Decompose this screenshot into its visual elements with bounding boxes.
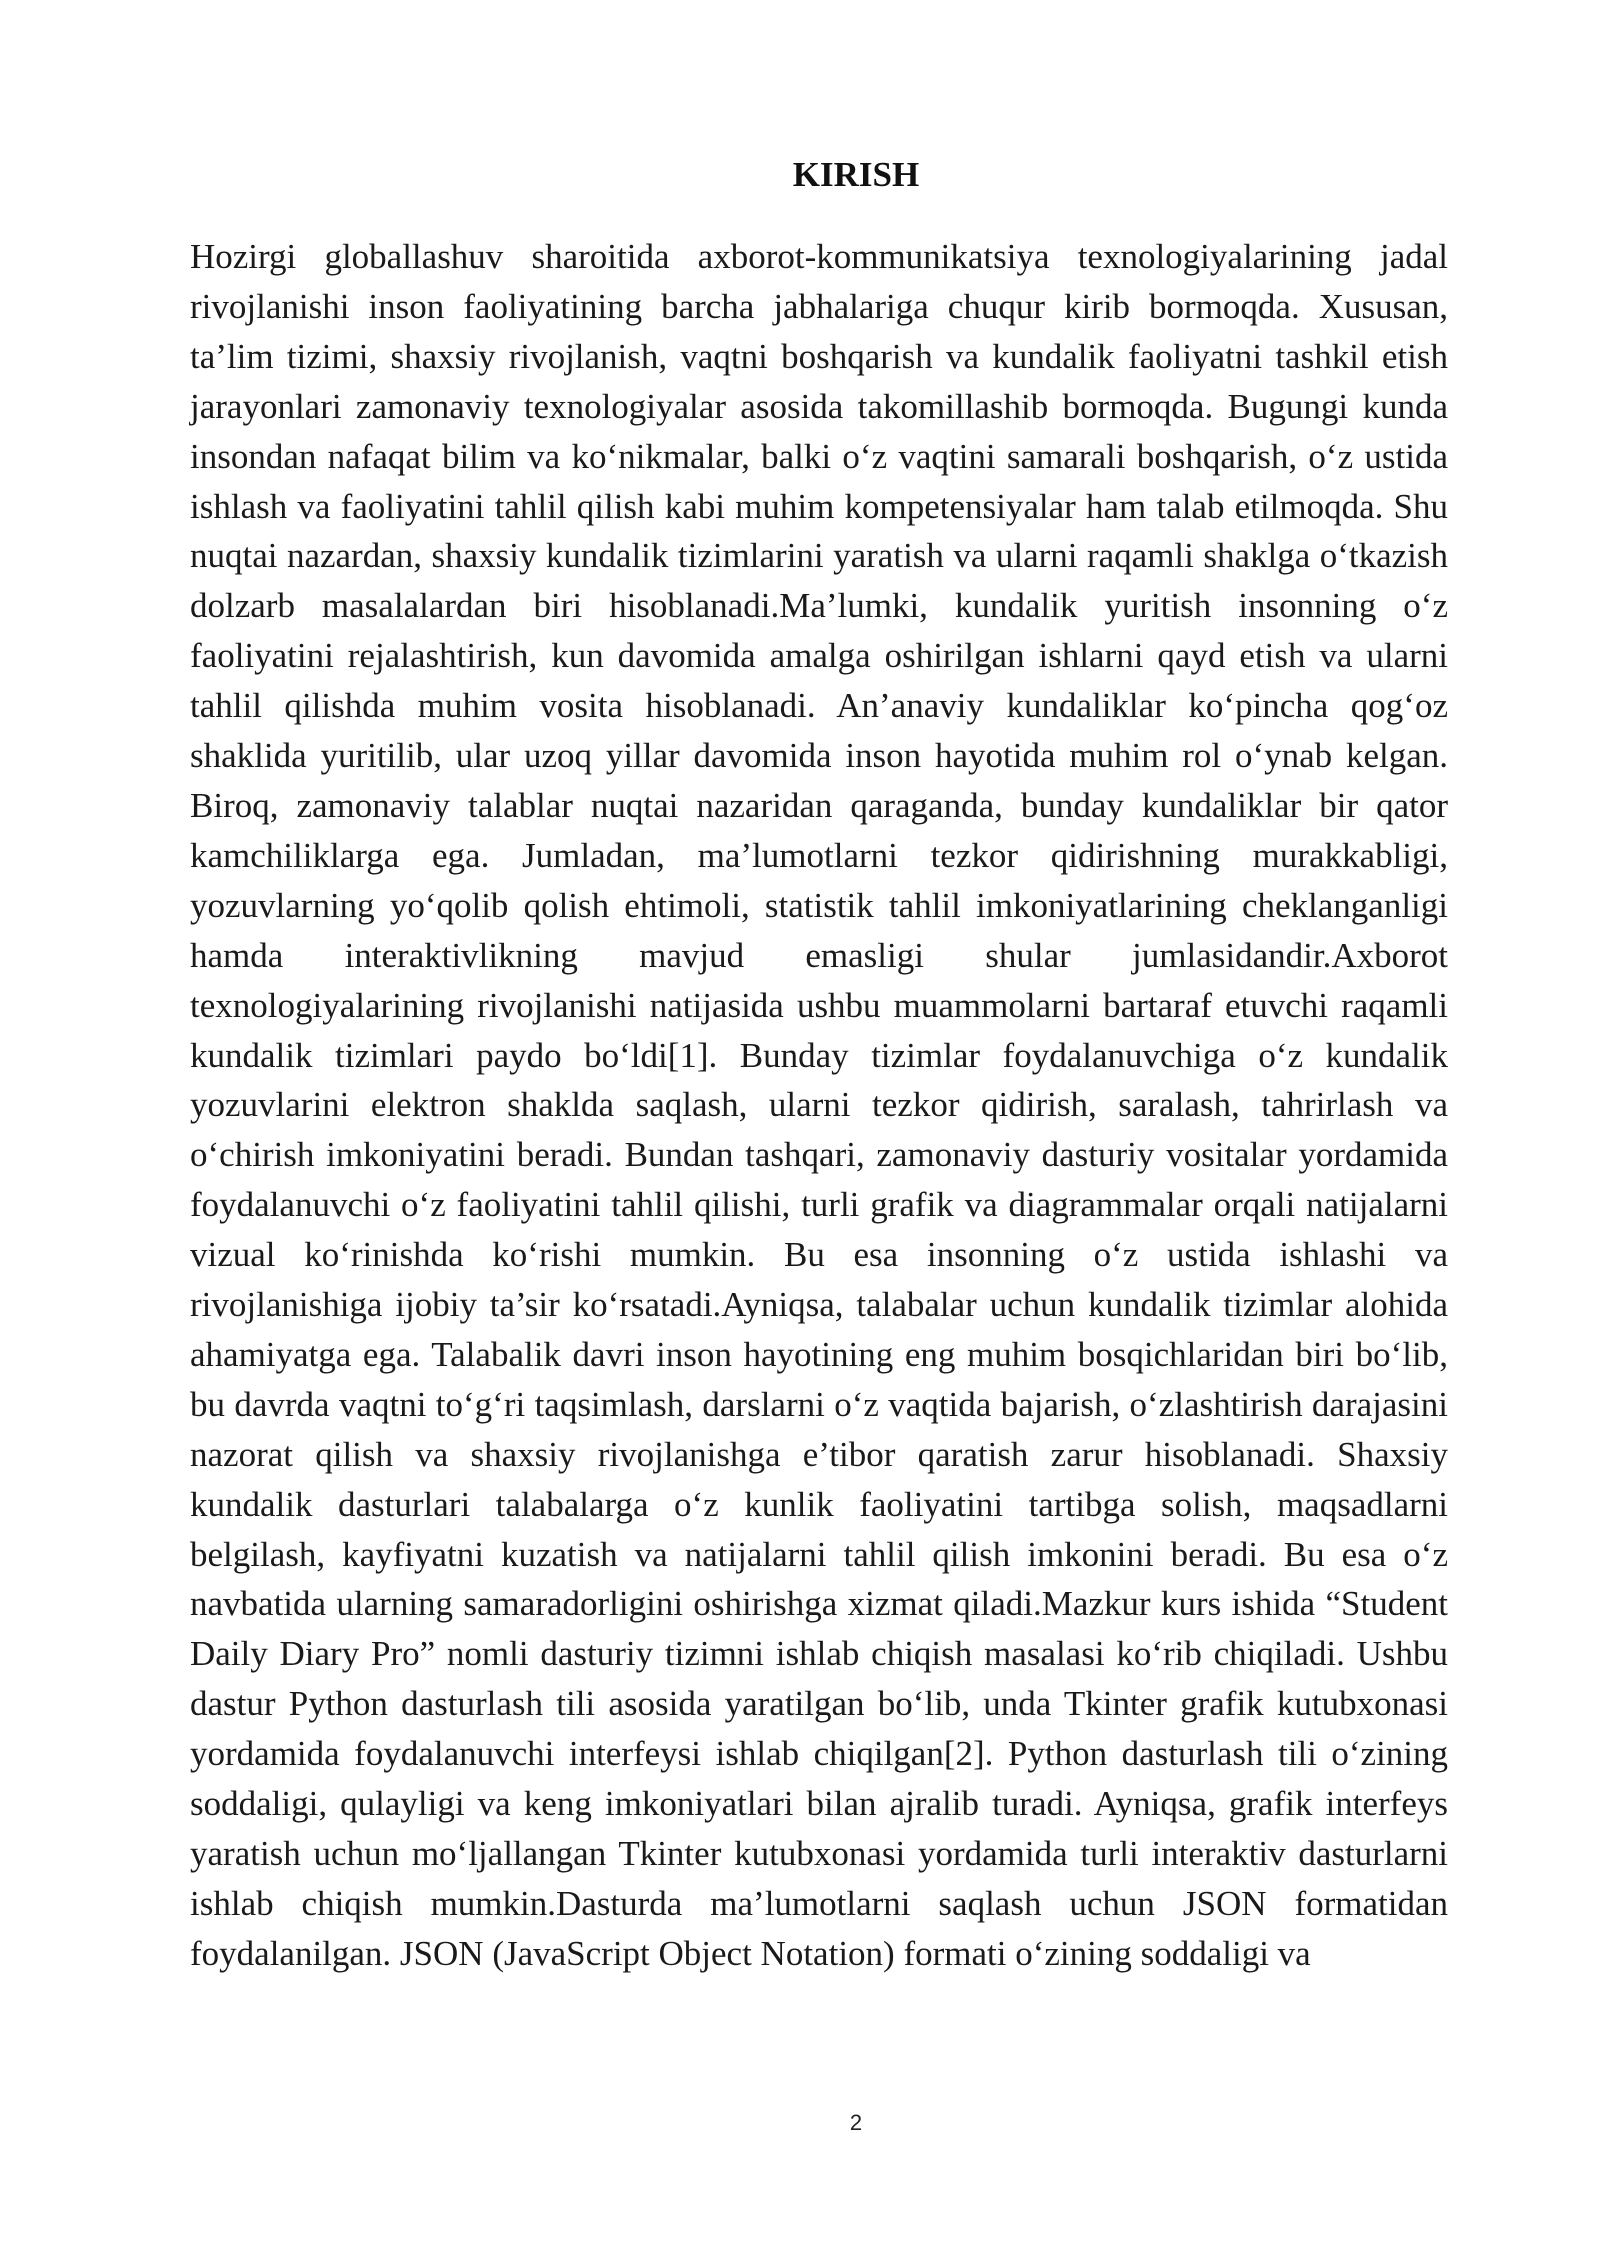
section-heading: KIRISH (792, 155, 920, 194)
body-paragraph: Hozirgi globallashuv sharoitida axborot-kommunikatsiya texnologiyalarining jadal rivojlanishi inson faoliyatining barcha jabhalariga chuqur kirib bormoqda. Xususan, ta’lim tizimi, shaxsiy rivojlanish, vaqtni boshqarish va kundalik faoliyatni tashkil etish jarayonlari zamonaviy texnologiyalar asosida takomillashib bormoqda. Bugungi kunda insondan nafaqat bilim va koʻnikmalar, balki oʻz vaqtini samarali boshqarish, oʻz ustida ishlash va faoliyatini tahlil qilish kabi muhim kompetensiyalar ham talab etilmoqda. Shu nuqtai nazardan, shaxsiy kundalik tizimlarini yaratish va ularni raqamli shaklga oʻtkazish dolzarb masalalardan biri hisoblanadi.Ma’lumki, kundalik yuritish insonning oʻz faoliyatini rejalashtirish, kun davomida amalga oshirilgan ishlarni qayd etish va ularni tahlil qilishda muhim vosita hisoblanadi. An’anaviy kundaliklar koʻpincha qogʻoz shaklida yuritilib, ular uzoq yillar davomida inson hayotida muhim rol oʻynab kelgan. Biroq, zamonaviy talablar nuqtai nazaridan qaraganda, bunday kundaliklar bir qator kamchiliklarga ega. Jumladan, ma’lumotlarni tezkor qidirishning murakkabligi, yozuvlarning yoʻqolib qolish ehtimoli, statistik tahlil imkoniyatlarining cheklanganligi hamda interaktivlikning mavjud emasligi shular jumlasidandir.Axborot texnologiyalarining rivojlanishi natijasida ushbu muammolarni bartaraf etuvchi raqamli kundalik tizimlari paydo boʻldi[1]. Bunday tizimlar foydalanuvchiga oʻz kundalik yozuvlarini elektron shaklda saqlash, ularni tezkor qidirish, saralash, tahrirlash va oʻchirish imkoniyatini beradi. Bundan tashqari, zamonaviy dasturiy vositalar yordamida foydalanuvchi oʻz faoliyatini tahlil qilishi, turli grafik va diagrammalar orqali natijalarni vizual koʻrinishda koʻrishi mumkin. Bu esa insonning oʻz ustida ishlashi va rivojlanishiga ijobiy ta’sir koʻrsatadi.Ayniqsa, talabalar uchun kundalik tizimlar alohida ahamiyatga ega. Talabalik davri inson hayotining eng muhim bosqichlaridan biri boʻlib, bu davrda vaqtni toʻgʻri taqsimlash, darslarni oʻz vaqtida bajarish, oʻzlashtirish darajasini nazorat qilish va shaxsiy rivojlanishga e’tibor qaratish zarur hisoblanadi. Shaxsiy kundalik dasturlari talabalarga oʻz kunlik faoliyatini tartibga solish, maqsadlarni belgilash, kayfiyatni kuzatish va natijalarni tahlil qilish imkonini beradi. Bu esa oʻz navbatida ularning samaradorligini oshirishga xizmat qiladi.Mazkur kurs ishida “Student Daily Diary Pro” nomli dasturiy tizimni ishlab chiqish masalasi koʻrib chiqiladi. Ushbu dastur Python dasturlash tili asosida yaratilgan boʻlib, unda Tkinter grafik kutubxonasi yordamida foydalanuvchi interfeysi ishlab chiqilgan[2]. Python dasturlash tili oʻzining soddaligi, qulayligi va keng imkoniyatlari bilan ajralib turadi. Ayniqsa, grafik interfeys yaratish uchun moʻljallangan Tkinter kutubxonasi yordamida turli interaktiv dasturlarni ishlab chiqish mumkin.Dasturda ma’lumotlarni saqlash uchun JSON formatidan foydalanilgan. JSON (JavaScript Object Notation) formati oʻzining soddaligi va (190, 237, 1448, 1973)
page-number: 2 (849, 2110, 863, 2135)
